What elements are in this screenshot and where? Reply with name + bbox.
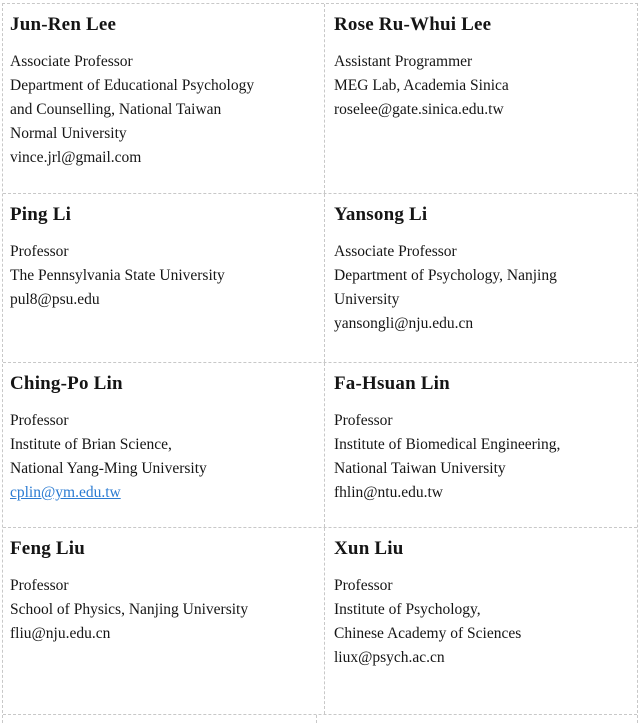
table-row-partial: [3, 715, 637, 723]
person-title: Professor: [10, 577, 69, 594]
person-email: pul8@psu.edu: [10, 291, 100, 308]
person-details: [334, 50, 631, 122]
person-name: Feng Liu: [10, 538, 85, 559]
contact-card-jun-ren-lee: [3, 4, 325, 193]
person-affiliation: National Yang-Ming University: [10, 460, 207, 477]
person-title: Professor: [10, 412, 69, 429]
person-title: Professor: [334, 577, 393, 594]
person-affiliation: Institute of Biomedical Engineering,: [334, 436, 561, 453]
table-row: [3, 194, 637, 363]
person-affiliation: Institute of Brian Science,: [10, 436, 172, 453]
person-details: [10, 574, 318, 646]
person-affiliation: Normal University: [10, 125, 127, 142]
person-name: Jun-Ren Lee: [10, 14, 117, 35]
person-affiliation: University: [334, 291, 400, 308]
person-name: Ching-Po Lin: [10, 373, 123, 394]
person-title: Assistant Programmer: [334, 53, 473, 70]
contacts-table: [2, 3, 638, 723]
person-affiliation: The Pennsylvania State University: [10, 267, 225, 284]
table-row: [3, 4, 637, 194]
person-affiliation: Chinese Academy of Sciences: [334, 625, 522, 642]
person-title: Associate Professor: [334, 243, 457, 260]
empty-cell: [3, 715, 317, 723]
person-affiliation: Department of Psychology, Nanjing: [334, 267, 557, 284]
person-name: Rose Ru-Whui Lee: [334, 14, 492, 35]
person-details: [10, 50, 318, 170]
person-details: [334, 240, 631, 336]
contact-card-fa-hsuan-lin: [325, 363, 637, 527]
contact-card-ching-po-lin: [3, 363, 325, 527]
person-email: roselee@gate.sinica.edu.tw: [334, 101, 504, 118]
person-email: liux@psych.ac.cn: [334, 649, 445, 666]
person-affiliation: MEG Lab, Academia Sinica: [334, 77, 509, 94]
person-title: Associate Professor: [10, 53, 133, 70]
table-row: [3, 363, 637, 528]
person-name: Xun Liu: [334, 538, 404, 559]
contact-card-ping-li: [3, 194, 325, 362]
contact-card-xun-liu: [325, 528, 637, 714]
person-name: Fa-Hsuan Lin: [334, 373, 450, 394]
person-details: [334, 574, 631, 670]
person-email: fhlin@ntu.edu.tw: [334, 484, 443, 501]
person-affiliation: Institute of Psychology,: [334, 601, 481, 618]
contact-card-yansong-li: [325, 194, 637, 362]
contact-card-rose-ru-whui-lee: [325, 4, 637, 193]
person-title: Professor: [334, 412, 393, 429]
person-details: [10, 240, 318, 312]
person-affiliation: Department of Educational Psychology: [10, 77, 255, 94]
person-email: yansongli@nju.edu.cn: [334, 315, 474, 332]
person-name: Yansong Li: [334, 204, 428, 225]
person-title: Professor: [10, 243, 69, 260]
empty-cell: [317, 715, 637, 723]
email-hyperlink[interactable]: cplin@ym.edu.tw: [10, 484, 121, 501]
person-affiliation: National Taiwan University: [334, 460, 506, 477]
contact-card-feng-liu: [3, 528, 325, 714]
person-affiliation: and Counselling, National Taiwan: [10, 101, 222, 118]
person-details: [10, 409, 318, 505]
table-row: [3, 528, 637, 715]
person-affiliation: School of Physics, Nanjing University: [10, 601, 249, 618]
person-details: [334, 409, 631, 505]
person-email: fliu@nju.edu.cn: [10, 625, 111, 642]
person-email: vince.jrl@gmail.com: [10, 149, 142, 166]
person-name: Ping Li: [10, 204, 72, 225]
